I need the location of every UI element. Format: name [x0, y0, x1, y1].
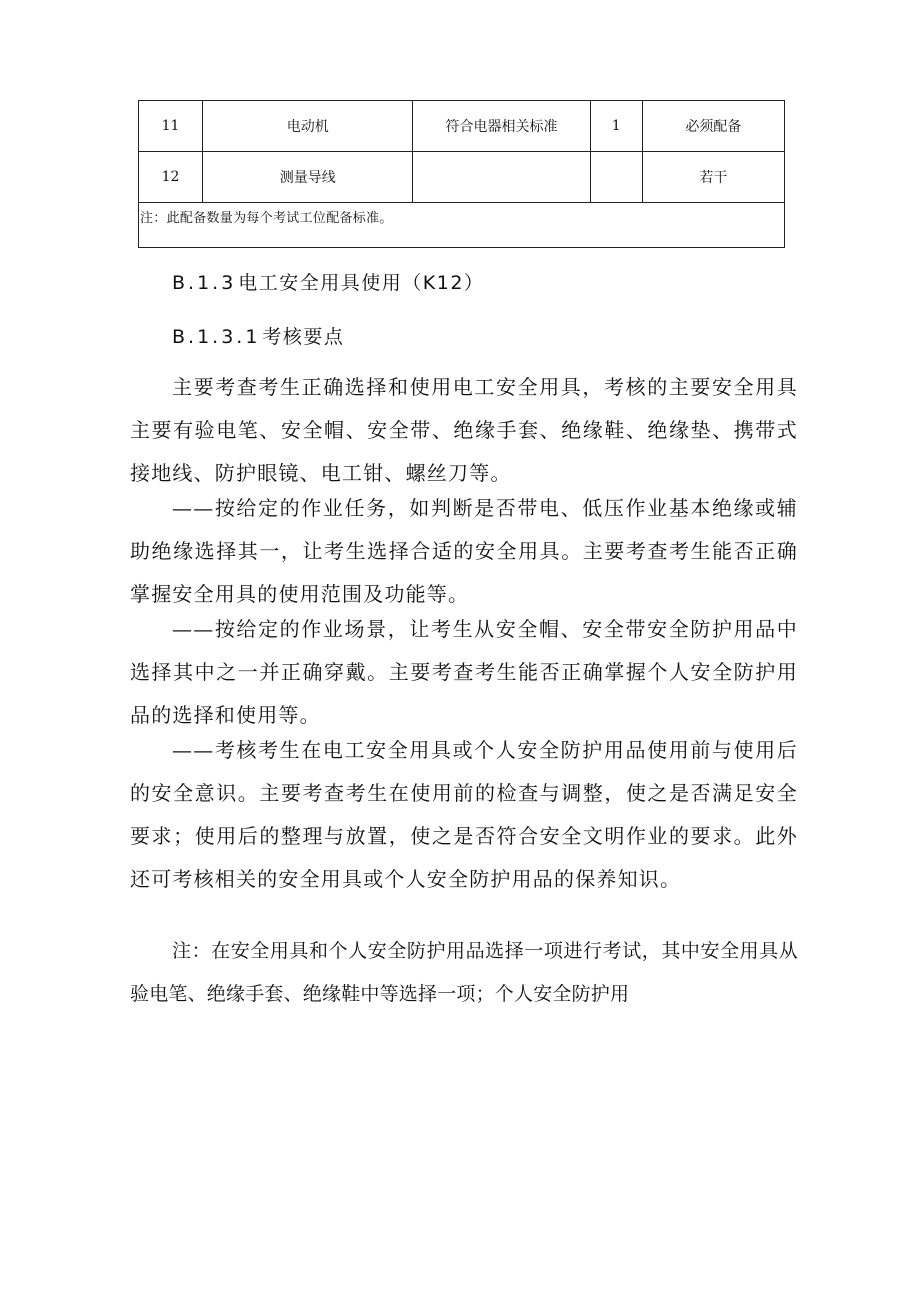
body-paragraph: ——按给定的作业任务，如判断是否带电、低压作业基本绝缘或辅助绝缘选择其一，让考生选择合适的安全用具。主要考查考生能否正确掌握安全用具的使用范围及功能等。: [130, 496, 798, 606]
equipment-remark: 必须配备: [642, 101, 784, 152]
subsection-heading-number: B.1.3.1: [172, 326, 261, 348]
section-heading-text: 电工安全用具使用（K12）: [238, 272, 485, 294]
row-number: 12: [139, 152, 203, 203]
note-paragraph: 注：在安全用具和个人安全防护用品选择一项进行考试，其中安全用具从验电笔、绝缘手套、绝缘鞋中等选择一项；个人安全防护用: [130, 940, 798, 1005]
table-note: 注：此配备数量为每个考试工位配备标准。: [139, 203, 785, 248]
subsection-heading: [172, 322, 344, 349]
equipment-standard: [413, 152, 590, 203]
equipment-table: [138, 100, 785, 248]
equipment-name: 测量导线: [203, 152, 413, 203]
equipment-name: 电动机: [203, 101, 413, 152]
equipment-quantity: 1: [590, 101, 642, 152]
body-paragraph: ——考核考生在电工安全用具或个人安全防护用品使用前与使用后的安全意识。主要考查考生在使用前的检查与调整，使之是否满足安全要求；使用后的整理与放置，使之是否符合安全文明作业的要求。此外还可考核相关的安全用具或个人安全防护用品的保养知识。: [130, 738, 798, 891]
section-heading-number: B.1.3: [172, 272, 237, 294]
table-row: [139, 101, 785, 152]
subsection-heading-text: 考核要点: [262, 326, 345, 348]
table-note-row: [139, 203, 785, 248]
equipment-remark: 若干: [642, 152, 784, 203]
body-paragraph: 主要考查考生正确选择和使用电工安全用具，考核的主要安全用具主要有验电笔、安全帽、安全带、绝缘手套、绝缘鞋、绝缘垫、携带式接地线、防护眼镜、电工钳、螺丝刀等。: [130, 375, 798, 485]
table-row: [139, 152, 785, 203]
row-number: 11: [139, 101, 203, 152]
section-heading: [172, 268, 484, 295]
equipment-standard: 符合电器相关标准: [413, 101, 590, 152]
equipment-quantity: [590, 152, 642, 203]
body-paragraph: ——按给定的作业场景，让考生从安全帽、安全带安全防护用品中选择其中之一并正确穿戴。主要考查考生能否正确掌握个人安全防护用品的选择和使用等。: [130, 617, 798, 727]
